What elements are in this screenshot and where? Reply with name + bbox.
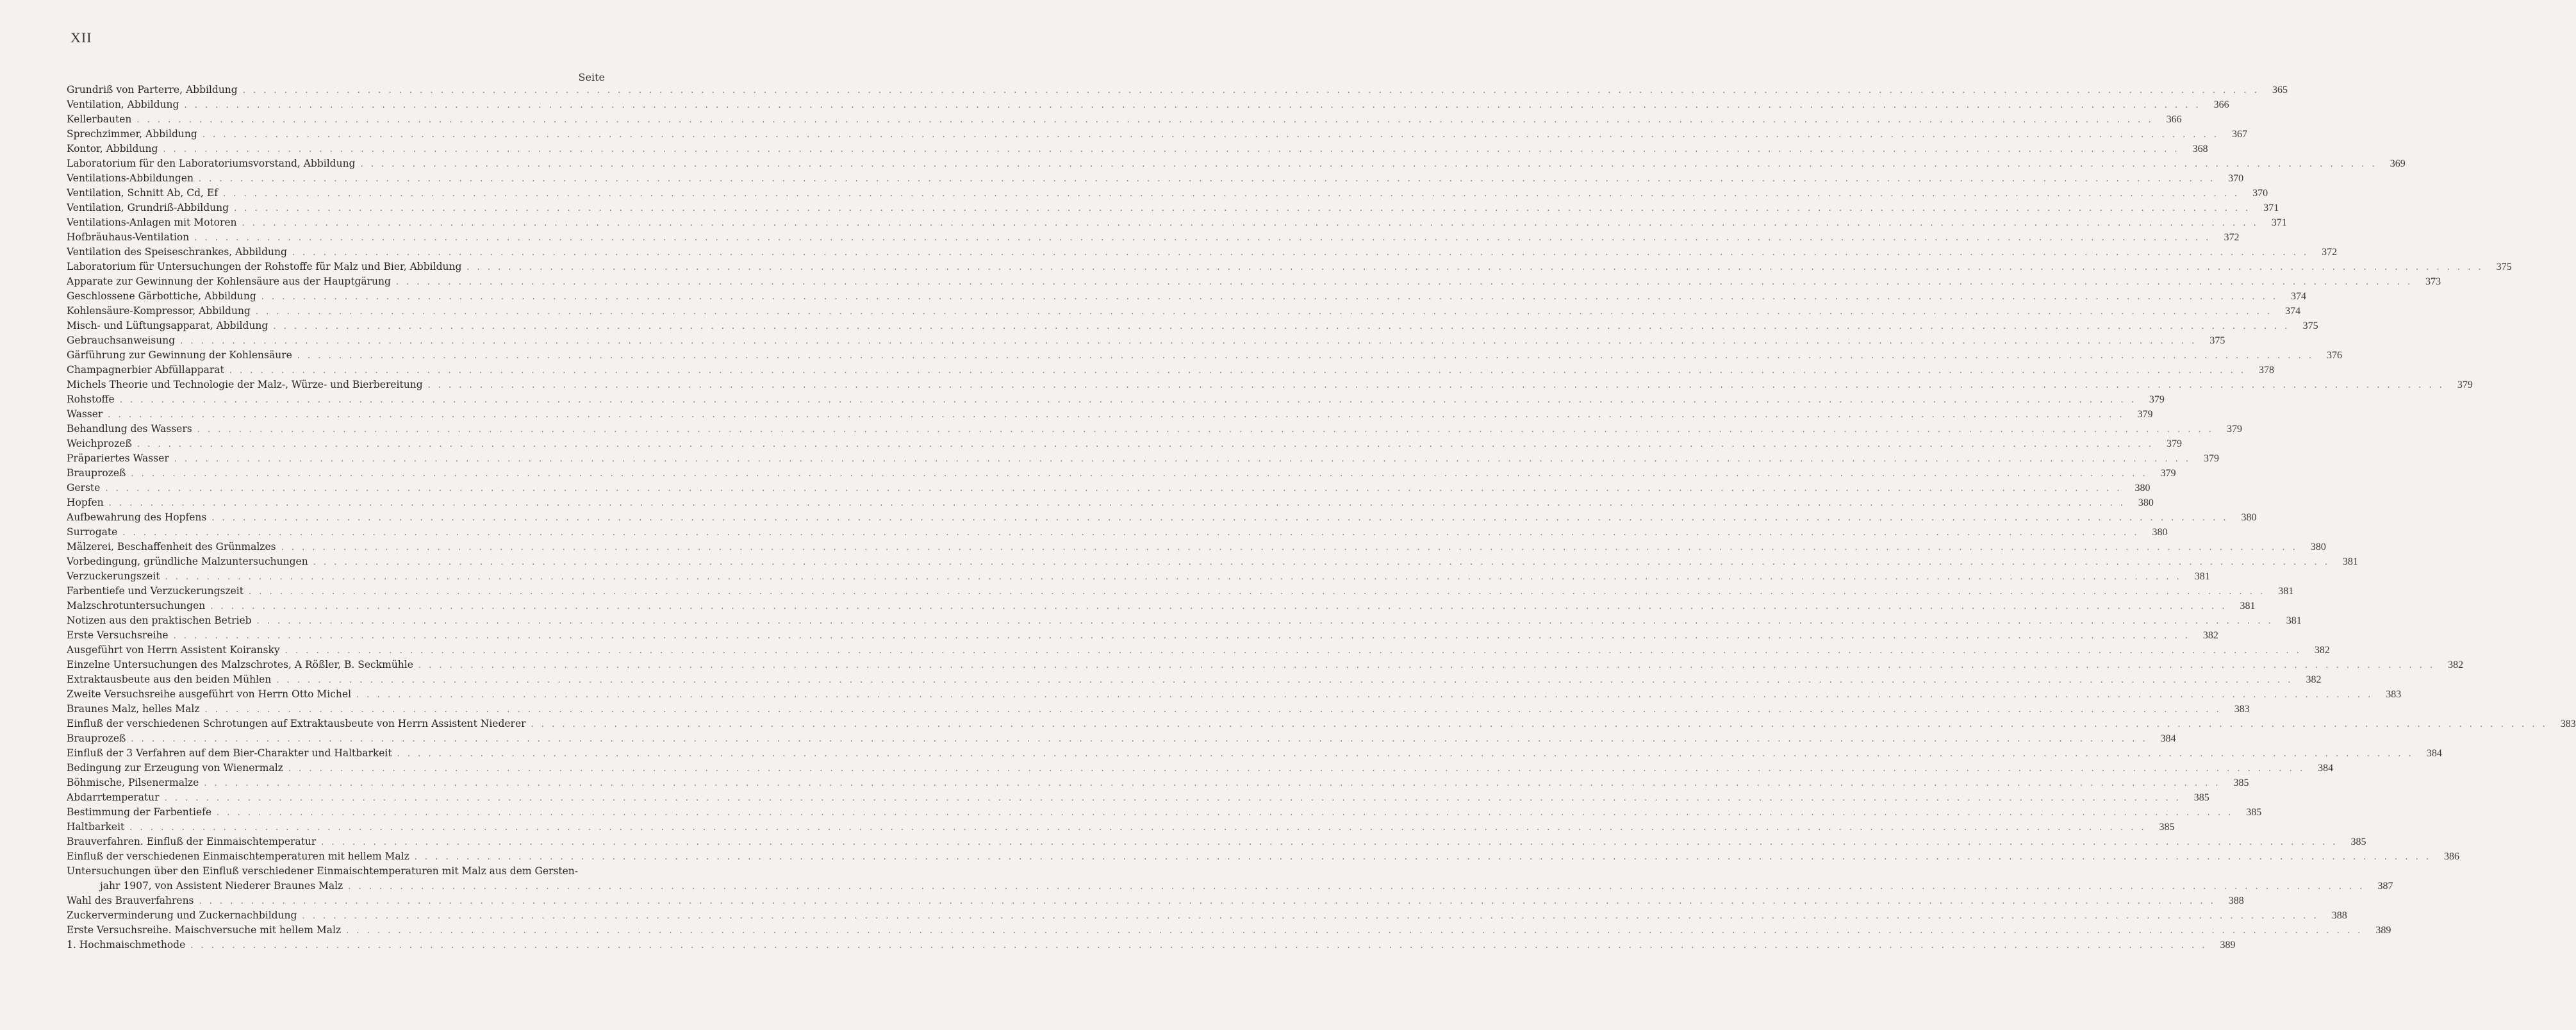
toc-entry-page: 381 — [2278, 586, 2294, 597]
toc-entry-page: 368 — [2192, 144, 2208, 154]
toc-entry-title: Präpariertes Wasser — [67, 453, 169, 464]
toc-entry-page: 371 — [2271, 217, 2287, 228]
toc-entry-page: 384 — [2318, 763, 2334, 774]
dot-leader — [281, 540, 2298, 555]
toc-entry-page: 371 — [2263, 203, 2279, 213]
toc-entry — [67, 112, 2182, 127]
toc-entry — [67, 127, 2248, 142]
dot-leader — [202, 128, 2219, 142]
toc-entry — [67, 333, 2225, 348]
toc-entry — [67, 746, 2442, 761]
toc-entry — [67, 569, 2210, 584]
dot-leader — [360, 157, 2377, 172]
toc-entry — [67, 274, 2441, 289]
dot-leader — [348, 879, 2365, 894]
dot-leader — [288, 761, 2305, 776]
toc-entry — [67, 510, 2257, 525]
dot-leader — [223, 187, 2240, 201]
toc-entry-title: Ventilations-Abbildungen — [67, 172, 194, 184]
toc-entry-title: Kontor, Abbildung — [67, 143, 158, 154]
toc-entry — [67, 613, 2302, 628]
toc-entry-title: Zuckerverminderung und Zuckernachbildung — [67, 910, 297, 921]
dot-leader — [242, 216, 2259, 231]
toc-entry-page: 383 — [2386, 689, 2402, 700]
dot-leader — [297, 349, 2314, 363]
toc-entry — [67, 156, 2406, 171]
dot-leader — [137, 437, 2154, 452]
dot-leader — [428, 378, 2445, 393]
toc-entry-page: 365 — [2272, 85, 2288, 96]
toc-entry-page: 375 — [2496, 262, 2512, 272]
toc-entry — [67, 599, 2256, 613]
toc-entry-title: Gärführung zur Gewinnung der Kohlensäure — [67, 349, 292, 361]
toc-entry-title: Laboratorium für Untersuchungen der Rohstoffe für Malz und Bier, Abbildung — [67, 261, 462, 272]
toc-entry-title: Verzuckerungszeit — [67, 570, 160, 582]
dot-leader — [174, 629, 2190, 644]
toc-entry-page: 376 — [2327, 350, 2343, 361]
toc-entry — [67, 658, 2464, 672]
dot-leader — [292, 245, 2309, 260]
toc-entry-page: 374 — [2291, 291, 2306, 302]
toc-entry-page: 384 — [2426, 748, 2442, 759]
toc-entry-page: 381 — [2342, 556, 2358, 567]
toc-entry-title: Untersuchungen über den Einfluß verschiedener Einmaischtemperaturen mit Malz aus dem Gersten- — [67, 865, 579, 877]
dot-leader — [131, 732, 2147, 747]
dot-leader — [184, 98, 2200, 113]
toc-entry-title: Abdarrtemperatur — [67, 792, 160, 803]
toc-entry-page: 388 — [2228, 895, 2244, 906]
dot-leader — [190, 938, 2207, 953]
toc-entry-title: Ventilation, Abbildung — [67, 99, 179, 110]
dot-leader — [256, 304, 2272, 319]
toc-entry-title: Braunes Malz, helles Malz — [67, 703, 200, 715]
toc-entry-title: Sprechzimmer, Abbildung — [67, 128, 197, 140]
toc-entry-page: 382 — [2202, 630, 2218, 641]
toc-entry — [67, 215, 2287, 230]
toc-entry-title: Aufbewahrung des Hopfens — [67, 511, 207, 523]
toc-entry-page: 375 — [2302, 320, 2318, 331]
dot-leader — [321, 835, 2338, 850]
dot-leader — [136, 113, 2153, 128]
toc-entry — [67, 893, 2244, 908]
toc-entry — [67, 805, 2262, 820]
toc-entry-page: 382 — [2306, 674, 2322, 685]
toc-entry-title: Apparate zur Gewinnung der Kohlensäure aus der Hauptgärung — [67, 276, 391, 287]
toc-entry-title: Einfluß der verschiedenen Einmaischtemperaturen mit hellem Malz — [67, 851, 409, 862]
toc-entry-page: 389 — [2220, 940, 2236, 951]
toc-entry — [67, 245, 2338, 260]
toc-entry — [67, 83, 2288, 97]
page-number: XII — [70, 29, 92, 46]
toc-entry — [67, 835, 2366, 849]
toc-entry — [67, 584, 2294, 599]
toc-entry-title: Mälzerei, Beschaffenheit des Grünmalzes — [67, 541, 276, 552]
dot-leader — [165, 570, 2182, 585]
toc-entry-page: 379 — [2167, 438, 2183, 449]
toc-entry — [67, 260, 2512, 274]
toc-entry-page: 378 — [2259, 365, 2274, 376]
dot-leader — [165, 791, 2181, 806]
toc-entry-title: Haltbarkeit — [67, 821, 125, 833]
toc-entry-title: Zweite Versuchsreihe ausgeführt von Herrn Otto Michel — [67, 688, 352, 700]
toc-entry-page: 379 — [2137, 409, 2153, 420]
toc-entry-page: 387 — [2377, 881, 2393, 892]
toc-entry-title: Wahl des Brauverfahrens — [67, 895, 194, 906]
toc-entry — [67, 348, 2343, 363]
toc-entry-page: 382 — [2314, 645, 2330, 656]
toc-entry-page: 379 — [2160, 468, 2176, 479]
dot-leader — [217, 806, 2233, 820]
dot-leader — [131, 467, 2147, 481]
toc-entry — [67, 864, 2393, 893]
toc-entry — [67, 540, 2326, 554]
toc-entry-title: Ventilation des Speiseschrankes, Abbildung — [67, 246, 287, 258]
toc-entry — [67, 702, 2250, 717]
dot-leader — [397, 747, 2414, 761]
toc-entry-title: Extraktausbeute aus den beiden Mühlen — [67, 674, 272, 685]
toc-entry-page: 379 — [2149, 394, 2165, 405]
toc-entry-page: 370 — [2252, 188, 2268, 199]
dot-leader — [174, 452, 2191, 467]
dot-leader — [257, 614, 2274, 629]
toc-entry-page: 370 — [2228, 173, 2244, 184]
dot-leader — [194, 231, 2211, 245]
toc-entry-title: Laboratorium für den Laboratoriumsvorstand, Abbildung — [67, 158, 356, 169]
toc-entry-title: Notizen aus den praktischen Betrieb — [67, 615, 252, 626]
toc-entry-title: Einzelne Untersuchungen des Malzschrotes, A Rößler, B. Seckmühle — [67, 659, 413, 670]
toc-entry-page: 372 — [2224, 232, 2240, 243]
toc-entry — [67, 495, 2154, 510]
toc-entry-page: 380 — [2241, 512, 2257, 523]
seite-column-header: Seite — [578, 71, 605, 83]
toc-entry-page: 367 — [2232, 129, 2248, 140]
toc-entry-page: 380 — [2152, 527, 2168, 538]
dot-leader — [531, 717, 2548, 732]
toc-entry-title: Einfluß der 3 Verfahren auf dem Bier-Charakter und Haltbarkeit — [67, 747, 392, 759]
toc-entry — [67, 186, 2268, 201]
toc-entry-page: 379 — [2457, 379, 2473, 390]
toc-entry — [67, 820, 2175, 835]
dot-leader — [415, 850, 2431, 865]
toc-entry — [67, 392, 2165, 407]
dot-leader — [120, 393, 2136, 408]
toc-entry — [67, 201, 2279, 215]
toc-entry-page: 385 — [2246, 807, 2262, 818]
toc-entry-title: Gerste — [67, 482, 101, 494]
toc-entry-title: Ausgeführt von Herrn Assistent Koiransky — [67, 644, 280, 656]
toc-entry — [67, 643, 2330, 658]
dot-leader — [261, 290, 2278, 304]
toc-entry-page: 385 — [2350, 836, 2366, 847]
table-of-contents — [67, 83, 2576, 952]
toc-entry — [67, 717, 2576, 731]
dot-leader — [163, 142, 2179, 157]
toc-entry-page: 385 — [2193, 792, 2209, 803]
toc-entry-page: 366 — [2213, 99, 2229, 110]
dot-leader — [356, 688, 2373, 702]
toc-entry — [67, 407, 2153, 422]
toc-entry-page: 384 — [2160, 733, 2176, 744]
toc-entry-title: Michels Theorie und Technologie der Malz-, Würze- und Bierbereitung — [67, 379, 423, 390]
toc-entry-page: 385 — [2233, 777, 2249, 788]
dot-leader — [180, 334, 2197, 349]
toc-entry-page: 381 — [2286, 615, 2302, 626]
toc-entry-title: Bestimmung der Farbentiefe — [67, 806, 212, 818]
toc-entry-title: Gebrauchsanweisung — [67, 335, 176, 346]
dot-leader — [418, 658, 2435, 673]
toc-entry-title: Rohstoffe — [67, 394, 115, 405]
toc-entry-page: 380 — [2310, 542, 2326, 552]
toc-entry-page: 389 — [2375, 925, 2391, 936]
dot-leader — [346, 924, 2363, 938]
dot-leader — [466, 260, 2483, 275]
dot-leader — [285, 644, 2302, 658]
toc-entry-title: Wasser — [67, 408, 103, 420]
dot-leader — [108, 408, 2124, 422]
toc-entry — [67, 672, 2322, 687]
toc-entry — [67, 731, 2176, 746]
toc-entry-page: 380 — [2138, 497, 2154, 508]
toc-entry — [67, 422, 2242, 436]
toc-entry — [67, 378, 2473, 392]
toc-entry — [67, 436, 2183, 451]
toc-entry-title: Malzschrotuntersuchungen — [67, 600, 206, 611]
dot-leader — [243, 83, 2259, 98]
toc-entry-page: 375 — [2209, 335, 2225, 346]
dot-leader — [211, 511, 2228, 526]
toc-entry-title: Brauprozeß — [67, 467, 126, 479]
toc-entry-page: 372 — [2322, 247, 2338, 258]
toc-entry-page: 386 — [2443, 851, 2459, 862]
toc-entry — [67, 466, 2176, 481]
dot-leader — [229, 363, 2246, 378]
toc-entry — [67, 554, 2358, 569]
toc-entry-page: 379 — [2204, 453, 2220, 464]
toc-entry-page: 383 — [2560, 719, 2576, 729]
toc-entry-title: Ventilations-Anlagen mit Motoren — [67, 217, 237, 228]
toc-entry-title: Grundriß von Parterre, Abbildung — [67, 84, 238, 96]
toc-entry-title: Vorbedingung, gründliche Malzuntersuchungen — [67, 556, 308, 567]
toc-entry — [67, 451, 2220, 466]
toc-entry-title: Weichprozeß — [67, 438, 132, 449]
toc-entry-page: 379 — [2226, 424, 2242, 435]
toc-entry — [67, 790, 2209, 805]
toc-entry-page: 382 — [2448, 660, 2464, 670]
toc-entry — [67, 171, 2244, 186]
toc-entry-page: 385 — [2159, 822, 2175, 833]
toc-entry — [67, 687, 2402, 702]
toc-entry — [67, 628, 2218, 643]
dot-leader — [273, 319, 2290, 334]
toc-entry — [67, 481, 2151, 495]
dot-leader — [204, 776, 2220, 791]
toc-entry-page: 380 — [2134, 483, 2151, 494]
toc-entry — [67, 849, 2459, 864]
toc-entry — [67, 923, 2391, 938]
toc-entry — [67, 289, 2306, 304]
toc-entry — [67, 363, 2274, 378]
dot-leader — [249, 585, 2265, 599]
toc-entry-page: 383 — [2234, 704, 2250, 715]
dot-leader — [199, 894, 2216, 909]
toc-entry — [67, 304, 2301, 319]
toc-entry-title: Geschlossene Gärbottiche, Abbildung — [67, 290, 256, 302]
toc-entry-title: 1. Hochmaischmethode — [67, 939, 186, 951]
toc-entry-page: 373 — [2425, 276, 2441, 287]
toc-entry-title: Einfluß der verschiedenen Schrotungen auf Extraktausbeute von Herrn Assistent Niederer — [67, 718, 526, 729]
dot-leader — [199, 172, 2215, 187]
toc-entry-page: 388 — [2331, 910, 2347, 921]
toc-entry-title-continuation: jahr 1907, von Assistent Niederer Braunes Malz — [100, 880, 343, 892]
toc-entry — [67, 142, 2208, 156]
dot-leader — [276, 673, 2293, 688]
toc-entry-title: Erste Versuchsreihe — [67, 629, 169, 641]
toc-entry-title: Ventilation, Schnitt Ab, Cd, Ef — [67, 187, 218, 199]
toc-entry-title: Kellerbauten — [67, 113, 132, 125]
toc-entry-title: Erste Versuchsreihe. Maischversuche mit hellem Malz — [67, 924, 342, 936]
toc-entry-page: 381 — [2240, 601, 2256, 611]
toc-entry-title: Surrogate — [67, 526, 118, 538]
toc-entry — [67, 230, 2240, 245]
dot-leader — [122, 526, 2139, 540]
dot-leader — [302, 909, 2318, 924]
toc-entry — [67, 525, 2168, 540]
toc-entry-title: Kohlensäure-Kompressor, Abbildung — [67, 305, 251, 317]
dot-leader — [396, 275, 2413, 290]
toc-entry-page: 381 — [2194, 571, 2210, 582]
toc-entry-title: Hopfen — [67, 497, 104, 508]
toc-entry-title: Farbentiefe und Verzuckerungszeit — [67, 585, 244, 597]
dot-leader — [210, 599, 2227, 614]
toc-entry — [67, 908, 2347, 923]
dot-leader — [129, 820, 2146, 835]
toc-entry-page: 369 — [2390, 158, 2406, 169]
dot-leader — [197, 422, 2214, 437]
dot-leader — [313, 555, 2330, 570]
toc-entry — [67, 97, 2229, 112]
toc-entry-title: Misch- und Lüftungsapparat, Abbildung — [67, 320, 268, 331]
toc-entry-title: Böhmische, Pilsenermalze — [67, 777, 199, 788]
toc-entry-title: Behandlung des Wassers — [67, 423, 192, 435]
toc-entry — [67, 319, 2318, 333]
toc-entry-title: Bedingung zur Erzeugung von Wienermalz — [67, 762, 283, 774]
dot-leader — [205, 702, 2222, 717]
toc-entry-page: 374 — [2285, 306, 2301, 317]
dot-leader — [234, 201, 2250, 216]
toc-entry — [67, 776, 2249, 790]
toc-entry-title: Ventilation, Grundriß-Abbildung — [67, 202, 229, 213]
toc-entry — [67, 761, 2334, 776]
toc-entry-title: Brauprozeß — [67, 733, 126, 744]
toc-entry-title: Brauverfahren. Einfluß der Einmaischtemperatur — [67, 836, 317, 847]
dot-leader — [109, 496, 2126, 511]
toc-entry — [67, 938, 2236, 952]
dot-leader — [105, 481, 2122, 496]
toc-entry-title: Hofbräuhaus-Ventilation — [67, 231, 190, 243]
toc-entry-title: Champagnerbier Abfüllapparat — [67, 364, 224, 376]
toc-entry-page: 366 — [2166, 114, 2182, 125]
